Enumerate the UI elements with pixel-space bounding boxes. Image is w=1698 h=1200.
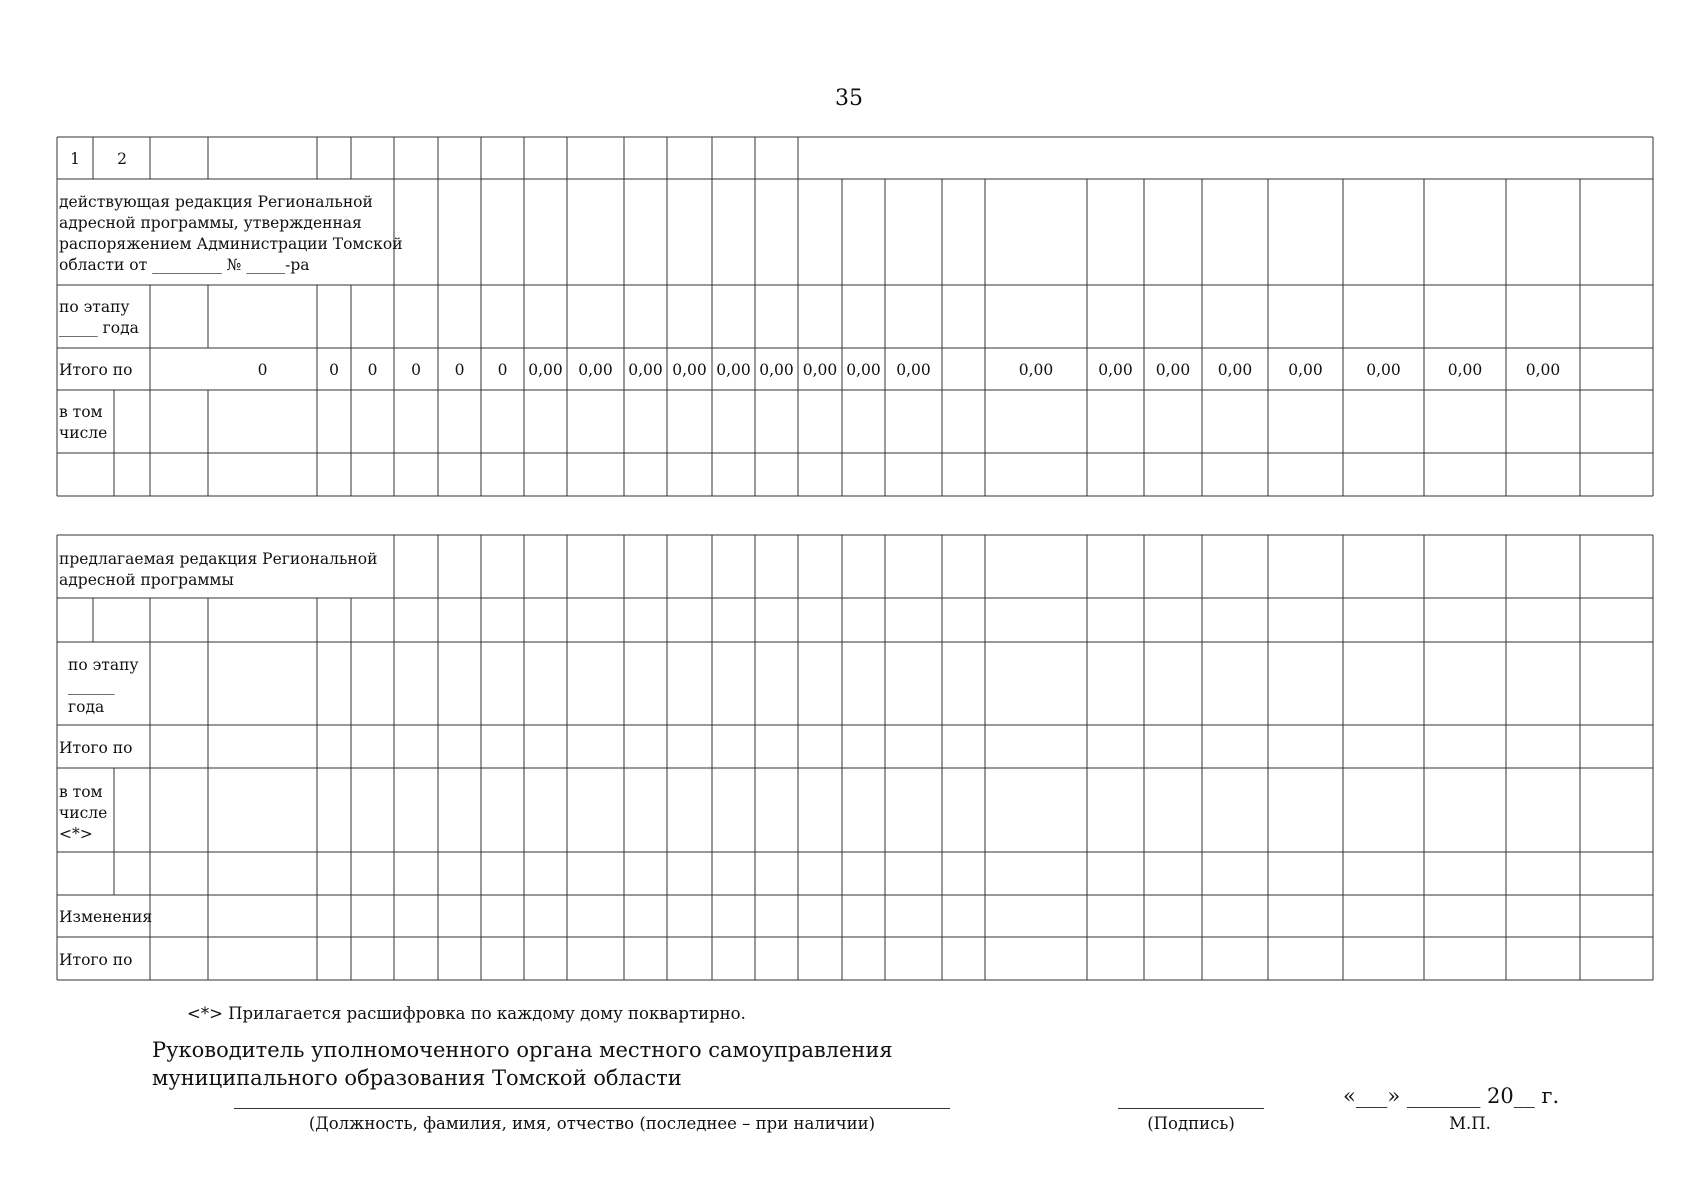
stamp-caption: М.П.	[1449, 1114, 1491, 1133]
changes-label: Изменения	[59, 908, 153, 926]
including-label-2: в том числе <*>	[59, 783, 108, 843]
column-number-2: 2	[117, 150, 127, 168]
total-value: 0,00	[1217, 361, 1253, 379]
total-value: 0,00	[759, 361, 794, 379]
total-value: 0,00	[1288, 361, 1323, 379]
current-edition-label: действующая редакция Региональной адресной программы, утвержденная распоряжением Администрации Томской области от _________ № _____-ра	[59, 193, 403, 274]
total-value: 0	[411, 361, 421, 379]
stage-label: по этапу _____ года	[59, 298, 139, 337]
total-value: 0,00	[1155, 361, 1191, 379]
total-value: 0	[367, 361, 378, 379]
total-value: 0,00	[1366, 361, 1401, 379]
total-label-2: Итого по	[59, 739, 133, 757]
total-value: 0,00	[578, 361, 613, 379]
page-number: 35	[835, 86, 863, 111]
column-number-1: 1	[70, 150, 80, 168]
including-label: в том числе	[59, 403, 108, 442]
total-value: 0,00	[1525, 361, 1561, 379]
stage-label-2: по этапу ______ года	[68, 656, 139, 716]
position-name-caption: (Должность, фамилия, имя, отчество (последнее – при наличии)	[308, 1114, 876, 1133]
footnote: <*> Прилагается расшифровка по каждому дому поквартирно.	[187, 1004, 746, 1023]
total-value: 0	[497, 361, 508, 379]
total-value: 0,00	[1018, 361, 1054, 379]
total-value: 0,00	[802, 361, 838, 379]
position-name-line	[234, 1108, 950, 1109]
total-value: 0,00	[628, 361, 663, 379]
total-value: 0,00	[528, 361, 563, 379]
total-label: Итого по	[59, 361, 133, 379]
signature-caption: (Подпись)	[1147, 1114, 1235, 1133]
total-value: 0,00	[672, 361, 707, 379]
total-value: 0,00	[896, 361, 931, 379]
total-value: 0	[329, 361, 339, 379]
total-value: 0,00	[716, 361, 751, 379]
total-label-3: Итого по	[59, 951, 133, 969]
total-value: 0	[257, 361, 268, 379]
head-official-title: Руководитель уполномоченного органа местного самоуправления муниципального образования Томской области	[152, 1038, 893, 1090]
total-value: 0,00	[1098, 361, 1133, 379]
total-value: 0,00	[846, 361, 881, 379]
total-value: 0,00	[1447, 361, 1483, 379]
signature-line	[1118, 1108, 1264, 1109]
total-value: 0	[454, 361, 465, 379]
date-field: «___» _______ 20__ г.	[1343, 1084, 1560, 1108]
proposed-edition-label: предлагаемая редакция Региональной адресной программы	[59, 550, 378, 589]
